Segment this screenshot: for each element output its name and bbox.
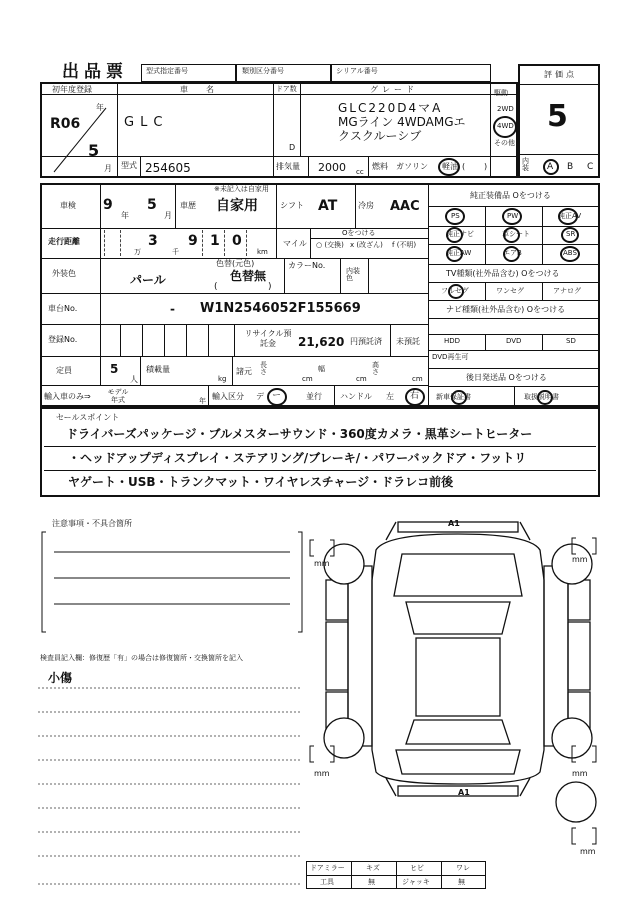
equip-navi: 純正ナビ bbox=[446, 230, 474, 238]
mark-fumei: f (不明) bbox=[392, 241, 417, 249]
wheel-rear-left bbox=[324, 718, 364, 758]
iro-label: 色替(元色) bbox=[216, 259, 255, 268]
drive-4wd: 4WD bbox=[497, 122, 514, 130]
dvd-label: DVD再生可 bbox=[432, 353, 469, 361]
shift-label: シフト bbox=[280, 201, 304, 210]
naisou-a: A bbox=[547, 162, 554, 172]
junsei-title: 純正装備品 Oをつける bbox=[470, 191, 551, 200]
gojitsu-torisetsu: 取扱説明書 bbox=[524, 393, 559, 401]
shareki-value: 自家用 bbox=[216, 198, 258, 214]
sales-label: セールスポイント bbox=[56, 413, 120, 422]
nenryo-paren-open: ( bbox=[462, 162, 466, 171]
katashiki-row-label: 型式 bbox=[121, 161, 137, 170]
drive-4wd-circle bbox=[493, 116, 517, 138]
shift-value: AT bbox=[318, 198, 338, 214]
yunyu-heikou: 並行 bbox=[306, 392, 322, 401]
touroku-label: 登録No. bbox=[48, 335, 78, 344]
tv-fullseg: フルセグ bbox=[441, 287, 469, 295]
sales-line-2: ・ヘッドアップディスプレイ・ステアリング/ブレーキ/・パワーバックドア・フットリ bbox=[68, 451, 527, 465]
mark-label: Oをつける bbox=[342, 229, 376, 237]
ruibetsu-label: 類別区分番号 bbox=[242, 67, 284, 75]
haikiryo-label: 排気量 bbox=[276, 162, 300, 171]
equip-kawa: 革シート bbox=[502, 230, 530, 238]
naga-label: 長さ bbox=[260, 361, 267, 376]
grade-line-3: クスクルーシブ bbox=[338, 129, 422, 143]
equip-kawa-circle bbox=[503, 227, 520, 243]
rear-damage-label: A1 bbox=[458, 788, 470, 797]
recycle-value: 21,620 bbox=[298, 335, 345, 349]
sen-unit: 千 bbox=[172, 248, 179, 256]
equip-sr: SR bbox=[566, 230, 576, 238]
recycle-unpaid: 未預託 bbox=[396, 337, 420, 346]
equip-aw: 純正AW bbox=[446, 249, 472, 257]
bt-v-jack-status: 無 bbox=[458, 878, 465, 886]
car-diagram bbox=[306, 510, 606, 860]
bt-h-hibi: ヒビ bbox=[410, 864, 424, 872]
month-unit: 月 bbox=[104, 164, 112, 173]
nendo-label: 初年度登録 bbox=[52, 85, 92, 94]
shogen-label: 諸元 bbox=[236, 367, 252, 376]
equip-av: 純正AV bbox=[558, 212, 582, 220]
gojitsu-hoshou: 新車保証書 bbox=[436, 393, 471, 401]
nenryo-label: 燃料 bbox=[372, 162, 388, 171]
soukou-digit-1: 3 bbox=[148, 233, 158, 249]
shaken-month-unit: 月 bbox=[164, 211, 172, 220]
shaken-year: 9 bbox=[103, 197, 113, 213]
gaisou-value: パール bbox=[130, 273, 166, 287]
iro-value: 色替無 bbox=[230, 269, 267, 283]
import-label: 輸入車のみ⇒ bbox=[44, 392, 91, 401]
navi-sd: SD bbox=[566, 337, 576, 345]
navi-title: ナビ種類(社外品含む) Oをつける bbox=[446, 305, 566, 314]
model-unit: 年 bbox=[199, 397, 206, 405]
mm-unit-rl: mm bbox=[314, 769, 330, 778]
cm-unit-2: cm bbox=[356, 375, 367, 383]
drive-2wd: 2WD bbox=[497, 105, 514, 113]
bt-v-jack: ジャッキ bbox=[402, 878, 430, 886]
bt-v-kogu-status: 無 bbox=[368, 878, 375, 886]
kudo-label: 駆動 bbox=[494, 89, 508, 97]
gojitsu-hoshou-circle bbox=[451, 390, 467, 405]
shareki-note: ※未記入は自家用 bbox=[214, 185, 269, 193]
gaisou-label: 外装色 bbox=[52, 269, 76, 278]
katashiki-label: 型式指定番号 bbox=[146, 67, 188, 75]
teiin-unit: 人 bbox=[130, 375, 138, 384]
spare-wheel bbox=[556, 782, 596, 822]
mark-koukan: ○ (交換) bbox=[316, 241, 344, 249]
equip-sr-circle bbox=[561, 227, 579, 243]
grade-label: グレード bbox=[370, 85, 418, 94]
nenryo-gasoline: ガソリン bbox=[396, 162, 428, 171]
tv-analog: アナログ bbox=[553, 287, 581, 295]
mile-label: マイル bbox=[283, 239, 307, 248]
mm-unit-spare: mm bbox=[580, 847, 596, 856]
tv-oneseg: ワンセグ bbox=[496, 287, 524, 295]
navi-dvd: DVD bbox=[506, 337, 522, 345]
nenryo-paren-close: ) bbox=[484, 162, 488, 171]
shaken-month: 5 bbox=[147, 197, 157, 213]
model-label: モデル年式 bbox=[107, 388, 129, 404]
haikiryo-value: 2000 bbox=[318, 161, 346, 174]
equip-pw: PW bbox=[507, 212, 519, 220]
yunyu-circle bbox=[267, 388, 287, 406]
hyoka-label: 評価点 bbox=[544, 70, 577, 79]
gojitsu-title: 後日発送品 Oをつける bbox=[466, 373, 547, 382]
teiin-value: 5 bbox=[110, 362, 119, 376]
shareki-label: 車歴 bbox=[180, 201, 196, 210]
door-label: ドア数 bbox=[276, 85, 297, 93]
equip-airb: エアB bbox=[503, 249, 522, 257]
chuui-area bbox=[40, 524, 310, 636]
gojitsu-torisetsu-circle bbox=[537, 390, 553, 405]
cm-unit-1: cm bbox=[302, 375, 313, 383]
page-title: 出品票 bbox=[62, 62, 128, 82]
tv-fullseg-circle bbox=[448, 284, 464, 299]
nenryo-keiyu: 軽油 bbox=[442, 162, 458, 171]
kensa-value: 小傷 bbox=[48, 671, 73, 685]
tv-title: TV種類(社外品含む) Oをつける bbox=[446, 269, 560, 278]
recycle-label: リサイクル預託金 bbox=[244, 329, 292, 348]
haba-label: 幅 bbox=[318, 365, 325, 373]
navi-hdd: HDD bbox=[444, 337, 461, 345]
iro-paren-open: ( bbox=[214, 282, 218, 292]
color-no-label: カラーNo. bbox=[288, 261, 326, 270]
shadai-dash: - bbox=[170, 302, 175, 316]
soukou-digit-4: 0 bbox=[232, 233, 242, 249]
equip-abs-circle bbox=[560, 246, 580, 262]
equip-av-circle bbox=[558, 208, 578, 225]
handle-right: 右 bbox=[410, 391, 420, 401]
kg-unit: kg bbox=[218, 375, 227, 383]
drive-other: その他 bbox=[494, 139, 515, 147]
grade-line-2: MGライン 4WDAMGエ bbox=[338, 115, 466, 129]
sales-line-1: ドライバーズパッケージ・ブルメスターサウンド・360度カメラ・黒革シートヒーター bbox=[66, 427, 533, 441]
shaken-year-unit: 年 bbox=[121, 211, 129, 220]
iro-paren-close: ) bbox=[268, 282, 272, 292]
naisou-label: 内装 bbox=[522, 157, 529, 172]
nenryo-keiyu-circle bbox=[438, 158, 460, 176]
soukou-digit-3: 1 bbox=[210, 233, 220, 249]
naisou-c: C bbox=[587, 162, 594, 172]
reibou-label: 冷房 bbox=[358, 201, 374, 210]
taka-label: 高さ bbox=[372, 361, 379, 376]
serial-label: シリアル番号 bbox=[336, 67, 378, 75]
sales-line-3: ヤゲート・USB・トランクマット・ワイヤレスチャージ・ドラレコ前後 bbox=[68, 475, 454, 489]
mm-unit-rr: mm bbox=[572, 769, 588, 778]
soukou-label: 走行距離 bbox=[48, 237, 80, 246]
year-unit: 年 bbox=[96, 103, 104, 112]
shadai-value: W1N2546052F155669 bbox=[200, 301, 361, 316]
bt-h-ware: ワレ bbox=[456, 864, 470, 872]
grade-line-1: GLC220D4マA bbox=[338, 101, 443, 115]
cm-unit-3: cm bbox=[412, 375, 423, 383]
naisou-iro-label: 内装色 bbox=[346, 267, 360, 282]
yunyu-dash: ー bbox=[272, 391, 282, 401]
shaken-label: 車検 bbox=[60, 201, 76, 210]
yunyu-de: デ bbox=[256, 392, 264, 401]
mark-kaizan: x (改ざん) bbox=[350, 241, 383, 249]
equip-ps-circle bbox=[445, 208, 465, 225]
equip-abs: ABS bbox=[563, 249, 577, 257]
mm-unit-fr: mm bbox=[572, 555, 588, 564]
reibou-value: AAC bbox=[390, 199, 420, 214]
car-name-value: GLC bbox=[124, 115, 169, 130]
haikiryo-unit: cc bbox=[356, 168, 364, 176]
yunyu-label: 輸入区分 bbox=[212, 392, 244, 401]
recycle-paid: 円預託済 bbox=[350, 337, 382, 346]
door-value: D bbox=[289, 143, 296, 152]
era-value: R06 bbox=[50, 116, 81, 132]
shamei-label: 車名 bbox=[180, 85, 232, 94]
soukou-digit-2: 9 bbox=[188, 233, 198, 249]
katashiki-value: 254605 bbox=[145, 161, 191, 175]
kensa-label: 検査員記入欄：修復歴「有」の場合は修復箇所・交換箇所を記入 bbox=[40, 654, 243, 662]
handle-label: ハンドル bbox=[340, 392, 372, 401]
handle-right-circle bbox=[405, 388, 425, 406]
equip-aw-circle bbox=[446, 246, 463, 262]
man-unit: 万 bbox=[134, 248, 141, 256]
bt-h-kizu: キズ bbox=[366, 864, 380, 872]
equip-navi-circle bbox=[446, 227, 463, 243]
equip-pw-circle bbox=[502, 208, 522, 225]
km-unit: km bbox=[257, 248, 268, 256]
score-value: 5 bbox=[547, 99, 568, 134]
handle-left: 左 bbox=[386, 392, 394, 401]
wheel-front-left bbox=[324, 544, 364, 584]
naisou-b: B bbox=[567, 162, 574, 172]
kensa-lines bbox=[36, 680, 306, 892]
month-value: 5 bbox=[88, 141, 100, 160]
chuui-label: 注意事項・不具合箇所 bbox=[52, 519, 132, 528]
bt-v-kogu: 工具 bbox=[320, 878, 334, 886]
teiin-label: 定員 bbox=[56, 366, 72, 375]
equip-airb-circle bbox=[503, 246, 520, 262]
bt-h-mirror: ドアミラー bbox=[310, 864, 345, 872]
mm-unit-fl: mm bbox=[314, 559, 330, 568]
equip-ps: PS bbox=[451, 212, 460, 220]
shadai-label: 車台No. bbox=[48, 304, 78, 313]
front-damage-label: A1 bbox=[448, 519, 460, 528]
sekisai-label: 積載量 bbox=[146, 365, 170, 374]
